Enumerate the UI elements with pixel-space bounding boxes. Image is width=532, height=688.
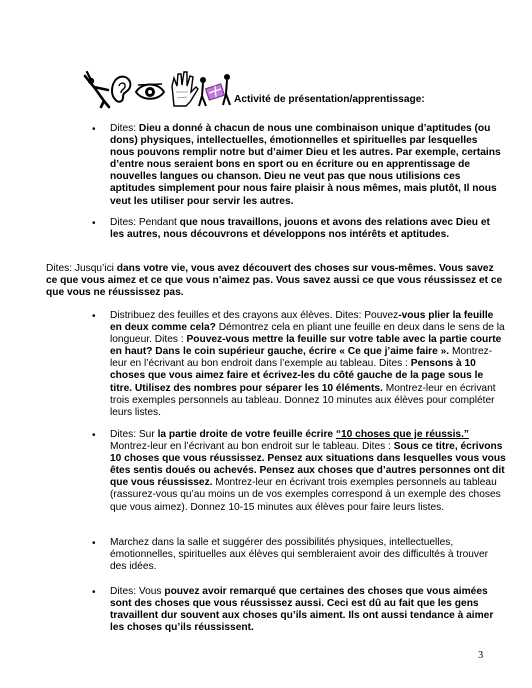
list-item [110,310,506,419]
activity-header [82,68,502,108]
item-text: Distribuez des feuilles et des crayons aux élèves. Dites: Pouvez [110,310,399,321]
item-underlined-title: “10 choses que je réussis.” [335,429,469,440]
list-item [110,537,506,573]
item-text: Dites: Pendant [110,217,180,228]
list-item [110,123,504,208]
list-item [110,586,506,634]
item-text: Montrez-leur en écrivant trois exemples personnels au tableau (rassurez-vous qu’au moins un de vos exemples correspond à un exemple des choses que vous aimez). Donnez 10-15 minutes aux élèves pour faire leurs listes. [110,477,501,513]
page-number: 3 [478,650,484,661]
item-bold-text: -vous plier la feuille en deux comme cela? [110,310,494,334]
item-text: Montrez-leur en l’écrivant au bon endroit dans l’exemple au tableau. Dites : [110,346,493,370]
item-bold-text: Pouvez-vous mettre la feuille sur votre table avec la partie courte en haut? Dans le coin supérieur gauche, écrire « Ce que j’aime faire ». [110,334,502,358]
eye-icon [136,84,164,99]
item-text: Montrez-leur en l’écrivant au bon endroit sur le tableau. Dites : [110,441,394,453]
item-text: Démontrez cela en pliant une feuille en deux dans le sens de la longueur. Dites : [110,322,505,346]
item-bold-text: Pensons à 10 choses que vous aimez faire et écrivez-les du côté gauche de la page sous le titre. Utilisez des nombres pour séparer les 10 éléments. [110,358,484,394]
item-bold-text: Dieu a donné à chacun de nous une combinaison unique d’aptitudes (ou dons) physiques, intellectuelles, émotionnelles et spirituelles par lesquelles nous pouvons remplir notre but d’aimer Dieu et les autres. Par exemple, certains d’entre nous seraient bons en sport ou en écriture ou en apprentissage de nouvelles langues ou chanson. Dieu ne veut pas que nous utilisions ces aptitudes simplement pour nous faire plaisir à nous mêmes, mais plutôt, Il nous veut les utiliser pour servir les autres. [110,123,501,207]
paragraph-bold-text: dans votre vie, vous avez découvert des choses sur vous-mêmes. Vous savez ce que vous aimez et ce que vous n’aimez pas. Vous savez aussi ce que vous réussissez et ce que vous ne réussissez pas. [46,263,503,299]
gift-exchange-icon [199,74,230,106]
item-text: Dites: Vous [110,586,165,597]
activity-title: Activité de présentation/apprentissage: [234,94,425,105]
bullet-marker: • [92,124,96,135]
item-bold-text: pouvez avoir remarqué que certaines des choses que vous aimées sont des choses que vous réussissez aussi. Ceci est dû au fait que les gens travaillent dur souvent aux choses qu’ils aiment. Ils ont aussi tendance à aimer les choses qu’ils réussissent. [110,586,494,634]
bullet-marker: • [92,587,96,598]
item-bold-text: la partie droite de votre feuille écrire [157,429,336,440]
ear-icon [112,77,130,102]
bullet-marker: • [92,538,96,549]
bullet-marker: • [92,311,96,322]
hand-icon [172,72,198,106]
bullet-marker: • [92,430,96,441]
stretching-figure-icon [85,72,109,107]
item-text: Marchez dans la salle et suggérer des possibilités physiques, intellectuelles, émotionnelles, spirituelles aux élèves qui sembleraient avoir des difficultés à trouver des idées. [110,537,489,573]
item-text: Dites: [110,123,139,134]
header-icons [82,68,232,110]
item-text: Montrez-leur en écrivant trois exemples personnels au tableau. Donnez 10 minutes aux élèves pour compléter leurs listes. [110,382,496,418]
item-text: Dites: Sur [110,429,158,440]
item-bold-text: que nous travaillons, jouons et avons des relations avec Dieu et les autres, nous découvrons et développons nos intérêts et aptitudes. [110,217,490,241]
item-bold-text: Sous ce titre, écrivons 10 choses que vous réussissez. Pensez aux situations dans lesquelles vous vous êtes sentis doués ou achevés. Pensez aux choses que d’autres personnes ont dit que vous réussissez. [110,441,506,489]
list-item [110,217,504,241]
bullet-marker: • [92,218,96,229]
intro-paragraph [46,263,506,299]
list-item [110,429,506,514]
paragraph-text: Dites: Jusqu’ici [46,263,117,274]
